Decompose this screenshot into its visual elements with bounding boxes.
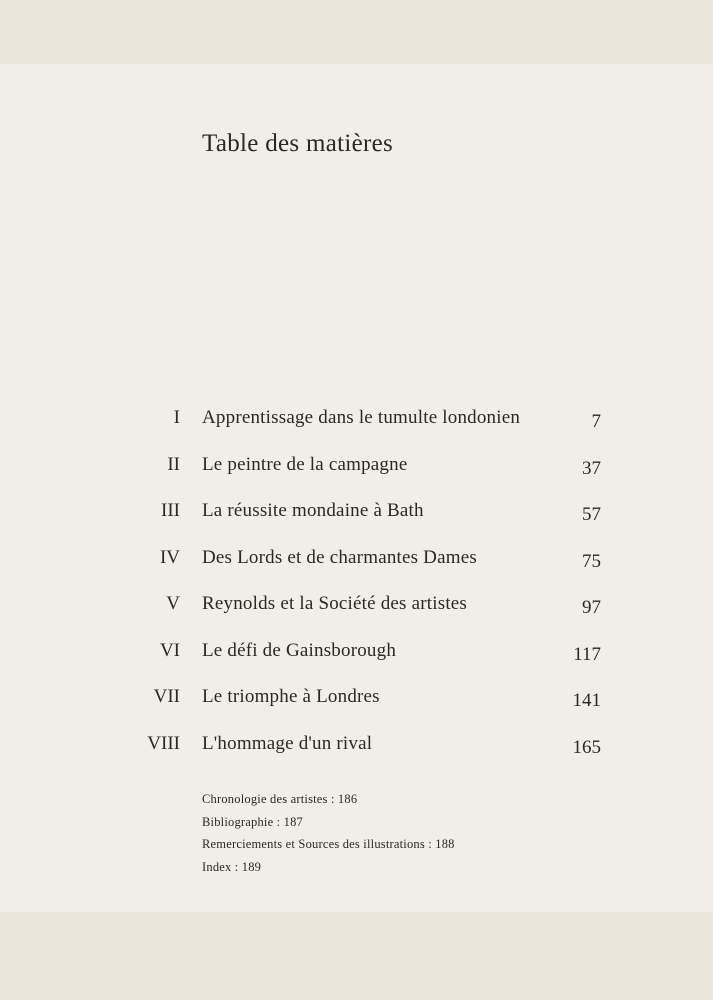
chapter-page: 117 [573,643,601,665]
chapter-number: III [161,500,180,521]
chapter-title: Des Lords et de charmantes Dames [202,546,477,568]
chapter-title: Apprentissage dans le tumulte londonien [202,407,521,428]
appendix-item: Index : 189 [202,859,262,874]
chapter-page: 57 [582,504,601,525]
appendix-list [202,792,455,882]
toc-row [0,454,713,501]
chapter-page: 165 [572,736,601,758]
toc-row [0,407,713,454]
toc-row [0,547,713,594]
appendix-item: Remerciements et Sources des illustrations : 188 [202,837,455,851]
chapter-title: La réussite mondaine à Bath [202,500,424,521]
chapter-page: 97 [582,597,601,618]
table-of-contents [0,407,713,779]
chapter-number: IV [159,546,180,568]
chapter-number: I [173,407,180,428]
chapter-page: 37 [582,457,601,479]
toc-row [0,640,713,687]
chapter-page: 7 [591,411,601,432]
chapter-number: V [166,593,180,614]
chapter-title: Le triomphe à Londres [202,686,380,707]
chapter-number: VII [153,686,180,707]
toc-row [0,733,713,780]
chapter-number: VI [159,639,180,661]
appendix-item: Chronologie des artistes : 186 [202,792,358,806]
toc-row [0,500,713,547]
chapter-number: VIII [147,732,180,754]
page [0,64,713,912]
chapter-page: 141 [572,690,601,711]
appendix-item: Bibliographie : 187 [202,814,304,829]
toc-row [0,593,713,640]
toc-row [0,686,713,733]
page-title: Table des matières [202,130,394,157]
chapter-title: Reynolds et la Société des artistes [202,593,468,614]
chapter-title: L'hommage d'un rival [202,732,373,754]
chapter-title: Le défi de Gainsborough [202,639,397,661]
chapter-title: Le peintre de la campagne [202,453,408,475]
chapter-page: 75 [582,550,601,572]
chapter-number: II [167,453,180,475]
